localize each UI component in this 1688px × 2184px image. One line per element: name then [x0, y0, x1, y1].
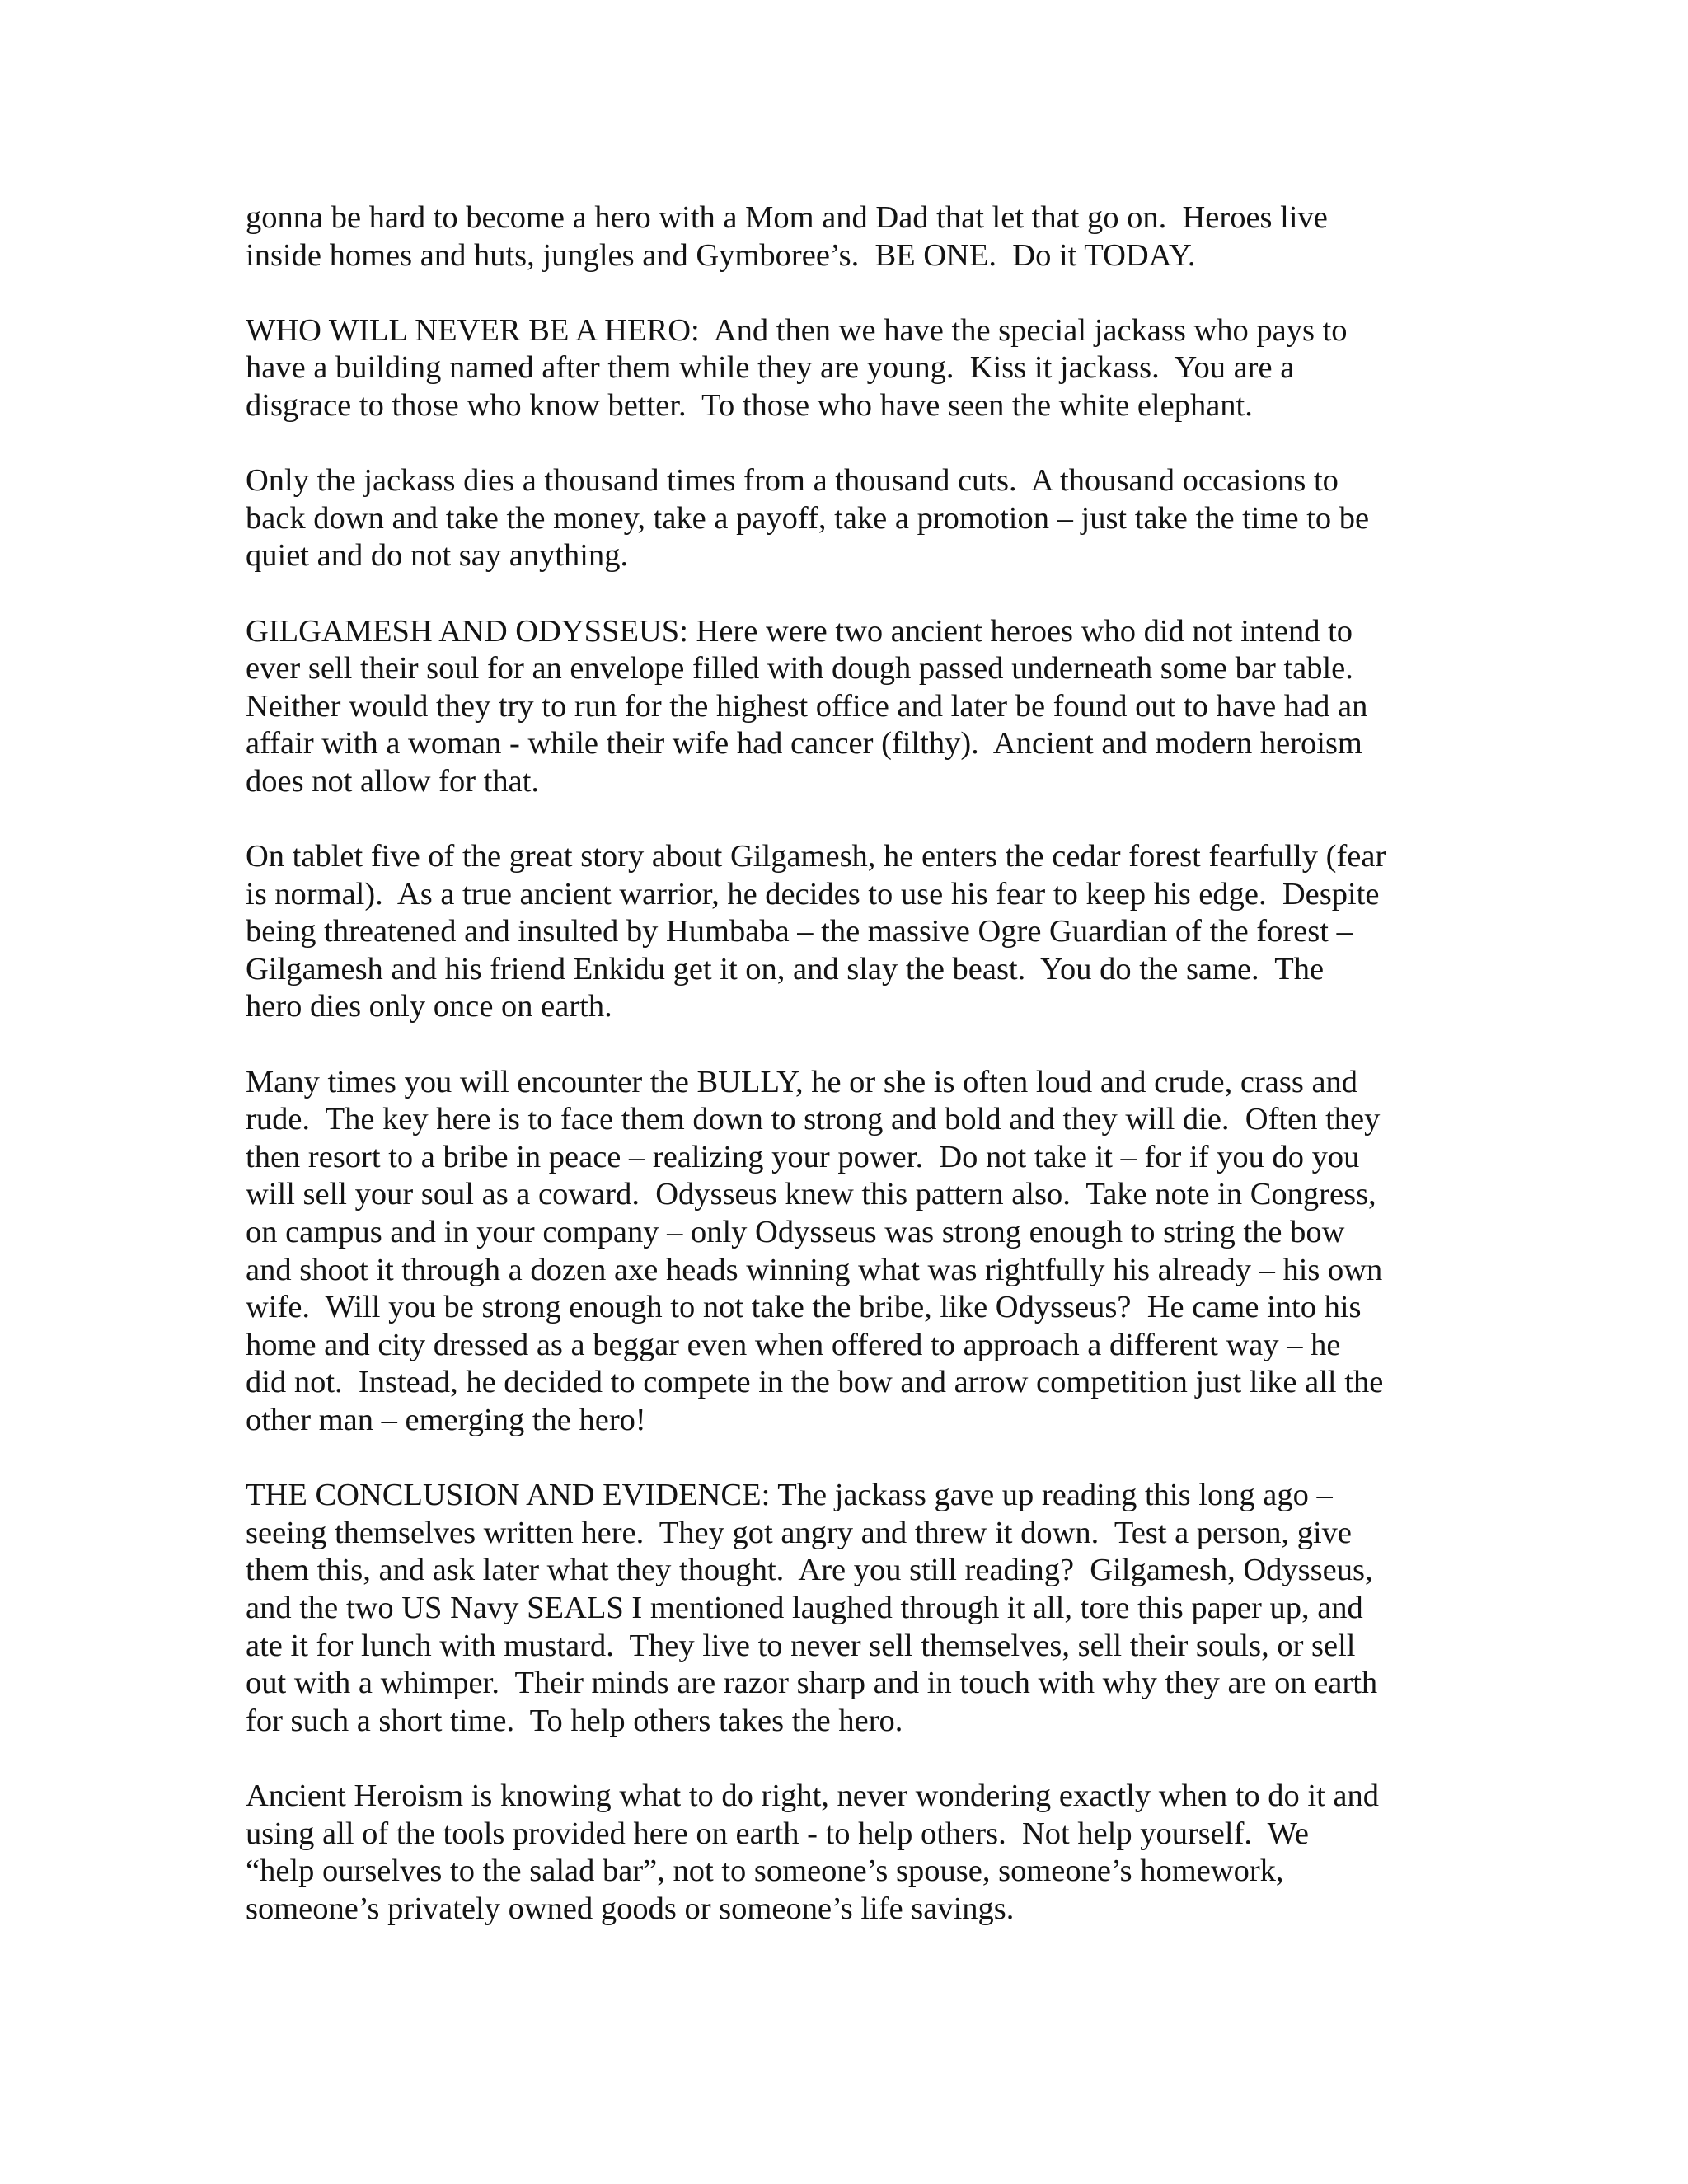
text-line: Neither would they try to run for the highest office and later be found out to have had an	[246, 688, 1368, 724]
paragraph-thousand-cuts	[246, 462, 1457, 575]
document-body	[246, 199, 1457, 1966]
text-line: quiet and do not say anything.	[246, 538, 629, 574]
text-line: did not. Instead, he decided to compete in the bow and arrow competition just like all the	[246, 1365, 1384, 1400]
paragraph-bully	[246, 1064, 1457, 1440]
text-line: disgrace to those who know better. To those who have seen the white elephant.	[246, 387, 1253, 423]
text-line: seeing themselves written here. They got angry and threw it down. Test a person, give	[246, 1515, 1352, 1550]
text-line: will sell your soul as a coward. Odysseus knew this pattern also. Take note in Congress,	[246, 1177, 1376, 1212]
text-line: Only the jackass dies a thousand times from a thousand cuts. A thousand occasions to	[246, 463, 1339, 499]
text-line: have a building named after them while they are young. Kiss it jackass. You are a	[246, 350, 1295, 386]
text-line: them this, and ask later what they thought. Are you still reading? Gilgamesh, Odysseus,	[246, 1553, 1373, 1588]
text-line: Ancient Heroism is knowing what to do right, never wondering exactly when to do it and	[246, 1778, 1380, 1813]
text-line: and the two US Navy SEALS I mentioned laughed through it all, tore this paper up, and	[246, 1590, 1363, 1625]
text-line: back down and take the money, take a payoff, take a promotion – just take the time to be	[246, 500, 1370, 536]
text-line: on campus and in your company – only Odysseus was strong enough to string the bow	[246, 1215, 1345, 1250]
text-line: On tablet five of the great story about Gilgamesh, he enters the cedar forest fearfully (fear	[246, 839, 1386, 874]
text-line: rude. The key here is to face them down to strong and bold and they will die. Often they	[246, 1102, 1381, 1137]
text-line: GILGAMESH AND ODYSSEUS: Here were two ancient heroes who did not intend to	[246, 613, 1353, 649]
text-line: hero dies only once on earth.	[246, 989, 612, 1024]
text-line: is normal). As a true ancient warrior, he decides to use his fear to keep his edge. Despite	[246, 876, 1380, 912]
text-line: wife. Will you be strong enough to not take the bribe, like Odysseus? He came into his	[246, 1290, 1362, 1325]
text-line: other man – emerging the hero!	[246, 1403, 646, 1437]
text-line: WHO WILL NEVER BE A HERO: And then we have the special jackass who pays to	[246, 312, 1348, 348]
text-line: using all of the tools provided here on earth - to help others. Not help yourself. We	[246, 1816, 1309, 1851]
text-line: does not allow for that.	[246, 763, 540, 799]
text-line: THE CONCLUSION AND EVIDENCE: The jackass gave up reading this long ago –	[246, 1478, 1333, 1513]
text-line: someone’s privately owned goods or someone’s life savings.	[246, 1891, 1015, 1926]
paragraph-ancient-heroism	[246, 1778, 1457, 1928]
text-line: gonna be hard to become a hero with a Mom and Dad that let that go on. Heroes live	[246, 200, 1328, 235]
paragraph-gilgamesh-and-odysseus	[246, 613, 1457, 801]
paragraph-intro-continuation	[246, 199, 1457, 274]
text-line: inside homes and huts, jungles and Gymboree’s. BE ONE. Do it TODAY.	[246, 237, 1196, 273]
text-line: then resort to a bribe in peace – realizing your power. Do not take it – for if you do you	[246, 1139, 1360, 1174]
text-line: Many times you will encounter the BULLY, he or she is often loud and crude, crass and	[246, 1064, 1358, 1099]
text-line: ever sell their soul for an envelope filled with dough passed underneath some bar table.	[246, 651, 1353, 687]
text-line: being threatened and insulted by Humbaba – the massive Ogre Guardian of the forest –	[246, 914, 1353, 949]
text-line: affair with a woman - while their wife had cancer (filthy). Ancient and modern heroism	[246, 726, 1362, 762]
text-line: ate it for lunch with mustard. They live to never sell themselves, sell their souls, or sell	[246, 1628, 1356, 1663]
paragraph-tablet-five	[246, 838, 1457, 1026]
text-line: and shoot it through a dozen axe heads winning what was rightfully his already – his own	[246, 1252, 1383, 1287]
text-line: Gilgamesh and his friend Enkidu get it on, and slay the beast. You do the same. The	[246, 951, 1325, 987]
text-line: out with a whimper. Their minds are razor sharp and in touch with why they are on earth	[246, 1666, 1378, 1701]
paragraph-who-will-never-be-a-hero	[246, 312, 1457, 425]
text-line: for such a short time. To help others takes the hero.	[246, 1703, 903, 1738]
text-line: “help ourselves to the salad bar”, not to someone’s spouse, someone’s homework,	[246, 1854, 1284, 1889]
text-line: home and city dressed as a beggar even when offered to approach a different way – he	[246, 1327, 1341, 1362]
paragraph-conclusion-and-evidence	[246, 1477, 1457, 1740]
